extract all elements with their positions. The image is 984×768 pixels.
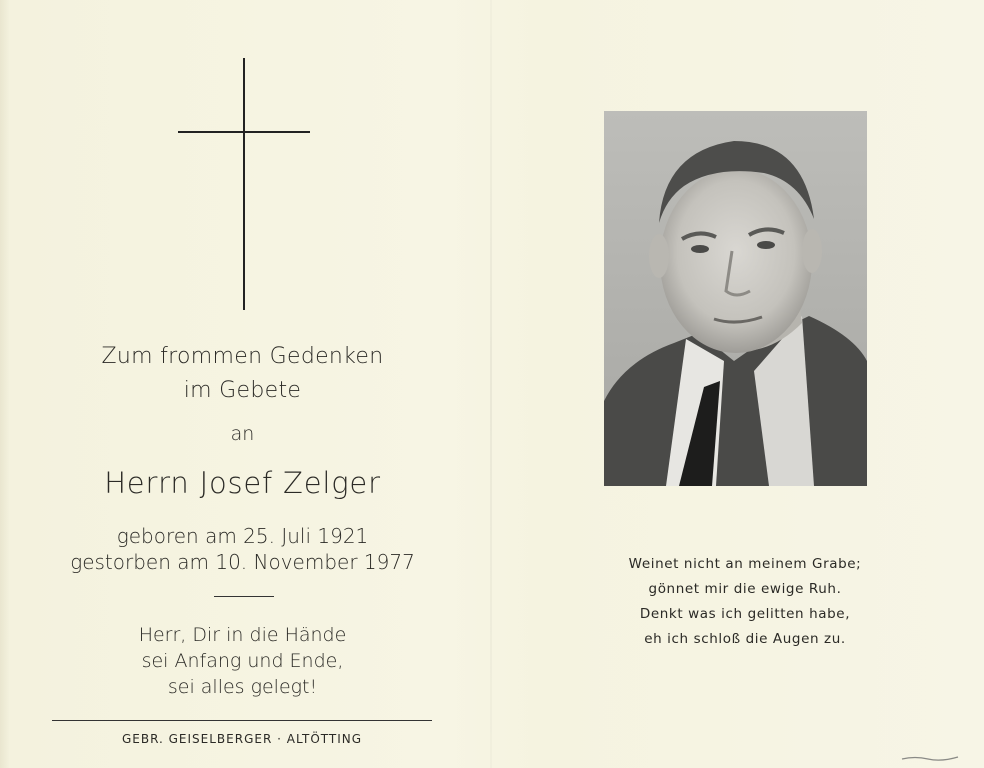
divider-short: [214, 596, 274, 597]
prayer-line-1: Herr, Dir in die Hände: [138, 624, 347, 646]
poem-line-1: Weinet nicht an meinem Grabe;: [628, 556, 862, 572]
connector-text: an: [230, 423, 255, 445]
poem-line-4: eh ich schloß die Augen zu.: [644, 631, 846, 647]
headline-line-2: im Gebete: [183, 378, 302, 403]
printer-imprint: GEBR. GEISELBERGER · ALTÖTTING: [121, 732, 363, 746]
paper-edge-shadow: [0, 0, 10, 768]
divider-long: [52, 720, 432, 721]
latin-cross-icon: [178, 58, 310, 310]
portrait-photo: [604, 111, 867, 486]
deceased-name: Herrn Josef Zelger: [104, 466, 381, 500]
poem-line-2: gönnet mir die ewige Ruh.: [648, 581, 842, 597]
prayer-line-3: sei alles gelegt!: [167, 676, 318, 698]
poem-line-3: Denkt was ich gelitten habe,: [639, 606, 851, 622]
birth-date: geboren am 25. Juli 1921: [116, 524, 369, 548]
pencil-mark: [900, 754, 960, 762]
death-date: gestorben am 10. November 1977: [70, 550, 415, 574]
prayer-line-2: sei Anfang und Ende,: [141, 650, 344, 672]
card-fold: [490, 0, 492, 768]
poem-block: [590, 552, 900, 652]
headline-line-1: Zum frommen Gedenken: [101, 344, 384, 369]
